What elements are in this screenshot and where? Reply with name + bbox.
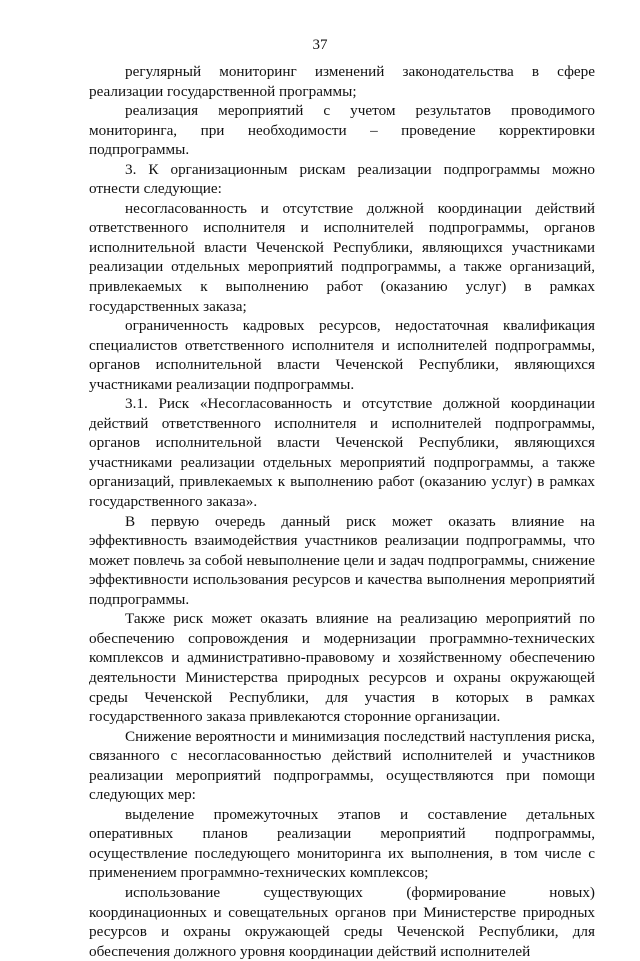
paragraph: реализация мероприятий с учетом результатов проводимого мониторинга, при необходимости – проведение корректировки подпрограммы.: [89, 102, 595, 159]
paragraph: В первую очередь данный риск может оказать влияние на эффективность взаимодействия участников реализации подпрограммы, что может повлечь за собой невыполнение цели и задач подпрограммы, снижение эффективности использования ресурсов и качества выполнения мероприятий подпрограммы.: [89, 512, 595, 608]
paragraph: регулярный мониторинг изменений законодательства в сфере реализации государственной программы;: [89, 63, 595, 100]
paragraph: 3.1. Риск «Несогласованность и отсутствие должной координации действий ответственного исполнителя и исполнителей подпрограммы, органов исполнительной власти Чеченской Республики, являющихся участниками реализации отдельных мероприятий подпрограммы, а также организаций, привлекаемых к выполнению работ (оказанию услуг) в рамках государственного заказа».: [89, 395, 595, 511]
document-body: [89, 62, 595, 961]
paragraph: ограниченность кадровых ресурсов, недостаточная квалификация специалистов ответственного исполнителя и исполнителей подпрограммы, органов исполнительной власти Чеченской Республики, являющихся участниками реализации подпрограммы.: [89, 317, 595, 393]
paragraph: несогласованность и отсутствие должной координации действий ответственного исполнителя и исполнителей подпрограммы, органов исполнительной власти Чеченской Республики, являющихся участниками реализации отдельных мероприятий подпрограммы, а также организаций, привлекаемых к выполнению работ (оказанию услуг) в рамках государственных заказа;: [89, 199, 595, 315]
paragraph: использование существующих (формирование новых) координационных и совещательных органов при Министерстве природных ресурсов и охраны окружающей среды Чеченской Республики, для обеспечения должного уровня координации действий исполнителей: [89, 883, 595, 960]
paragraph: 3. К организационным рискам реализации подпрограммы можно отнести следующие:: [89, 160, 595, 198]
paragraph: выделение промежуточных этапов и составление детальных оперативных планов реализации мероприятий подпрограммы, осуществление последующего мониторинга их выполнения, в том числе с применением программно-технических комплексов;: [89, 805, 595, 882]
page-number: 37: [312, 37, 328, 53]
paragraph: Также риск может оказать влияние на реализацию мероприятий по обеспечению сопровождения и модернизации программно-технических комплексов и административно-правовому и хозяйственному обеспечению деятельности Министерства природных ресурсов и охраны окружающей среды Чеченской Республики, для участия в которых в рамках государственного заказа привлекаются сторонние организации.: [89, 610, 595, 726]
paragraph: Снижение вероятности и минимизация последствий наступления риска, связанного с несогласованностью действий исполнителей и участников реализации мероприятий подпрограммы, осуществляются при помощи следующих мер:: [89, 727, 595, 804]
